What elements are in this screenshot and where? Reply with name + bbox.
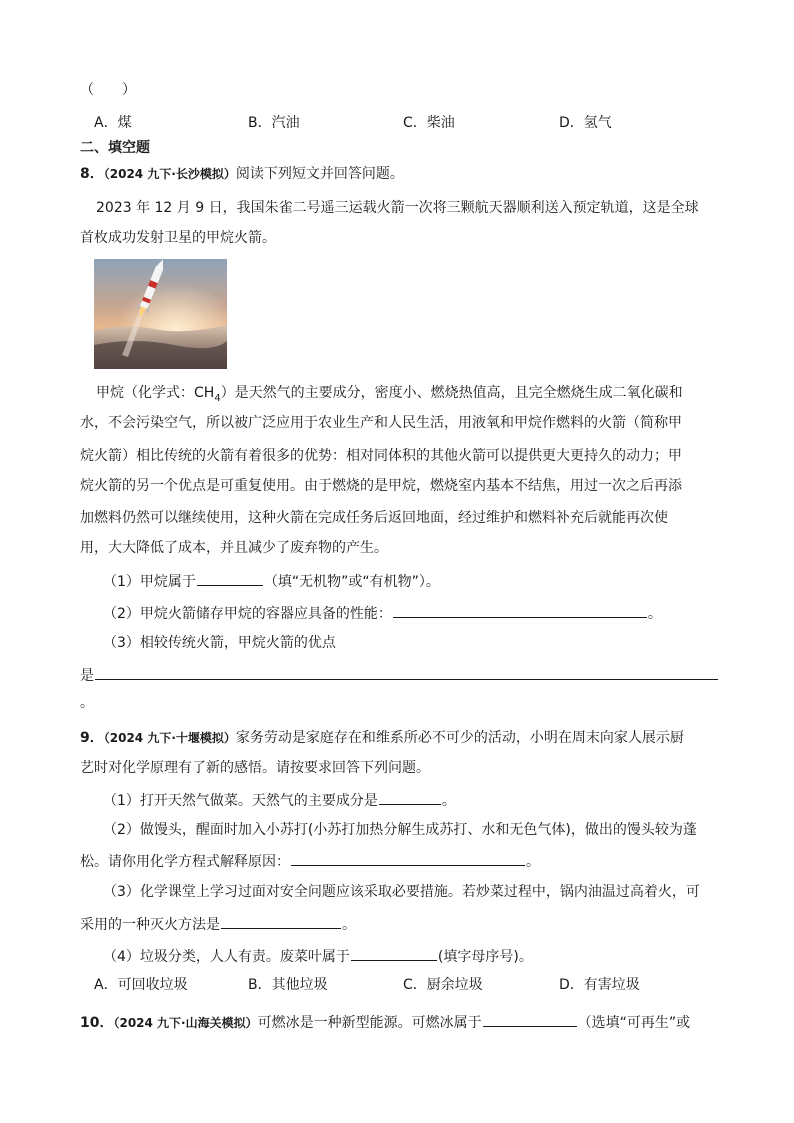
q10-number: 10． <box>80 1015 114 1031</box>
q7-option-c: C．柴油 <box>403 115 455 131</box>
q8-number: 8． <box>80 166 104 182</box>
q8-stem: 阅读下列短文并回答问题。 <box>235 166 404 182</box>
q9-option-a: A．可回收垃圾 <box>94 977 188 993</box>
q9-header <box>80 728 684 748</box>
q8-sub3-end: 。 <box>80 695 94 711</box>
q8-sub3-line1: （3）相较传统火箭，甲烷火箭的优点 <box>103 635 336 651</box>
q10-source: （2024 九下·山海关模拟） <box>113 1016 258 1030</box>
q9-sub3-text: 采用的一种灭火方法是 <box>80 917 220 933</box>
q9-sub1-text: （1）打开天然气做菜。天然气的主要成分是 <box>103 793 378 809</box>
q8-passage2-line2: 水，不会污染空气，所以被广泛应用于农业生产和人民生活，用液氧和甲烷作燃料的火箭（简称甲 <box>80 415 682 431</box>
q8-sub1-text: （1）甲烷属于 <box>103 574 196 590</box>
q9-stem-line1: 家务劳动是家庭存在和维系所必不可少的活动，小明在周末向家人展示厨 <box>235 730 684 746</box>
q9-sub3-line2 <box>80 913 356 935</box>
section-title: 二、填空题 <box>80 140 150 156</box>
q8-sub3-text: 是 <box>80 668 94 684</box>
q10-answer-blank[interactable] <box>483 1011 577 1027</box>
q8-sub1 <box>103 570 440 592</box>
q9-source: （2024 九下·十堰模拟） <box>103 731 236 745</box>
q8-passage2-line4: 烷火箭的另一个优点是可重复使用。由于燃烧的是甲烷，燃烧室内基本不结焦，用过一次之后再添 <box>80 478 682 494</box>
q8-passage2-line6: 用，大大降低了成本，并且减少了废弃物的产生。 <box>80 540 388 556</box>
q10-stem-hint: （选填“可再生”或 <box>577 1015 691 1031</box>
q8-sub2-answer-blank[interactable] <box>393 602 647 618</box>
q9-option-b: B．其他垃圾 <box>248 977 328 993</box>
q9-sub1 <box>103 789 456 811</box>
q9-sub4 <box>103 945 533 967</box>
q9-sub4-text: （4）垃圾分类，人人有责。废菜叶属于 <box>103 949 350 965</box>
q9-sub3-answer-blank[interactable] <box>221 913 341 929</box>
q8-sub2-end: 。 <box>647 606 662 622</box>
q9-stem-line2: 艺时对化学原理有了新的感悟。请按要求回答下列问题。 <box>80 760 430 776</box>
q8-passage2-text-a: 甲烷（化学式：CH <box>96 385 215 401</box>
q8-passage2-line3: 烷火箭）相比传统的火箭有着很多的优势：相对同体积的其他火箭可以提供更大更持久的动力；甲 <box>80 448 682 464</box>
q9-sub1-end: 。 <box>441 793 456 809</box>
q8-sub2 <box>103 602 662 624</box>
q9-option-d: D．有害垃圾 <box>559 977 640 993</box>
q8-sub1-hint: （填“无机物”或“有机物”）。 <box>263 574 440 590</box>
q7-option-a: A．煤 <box>94 115 132 131</box>
q8-source: （2024 九下·长沙模拟） <box>103 167 236 181</box>
q9-sub3-line1: （3）化学课堂上学习过面对安全问题应该采取必要措施。若炒菜过程中，锅内油温过高着火，可 <box>103 884 700 900</box>
q8-formula-subscript: 4 <box>214 392 221 404</box>
q8-sub3-line2 <box>80 664 719 686</box>
q10-stem-text: 可燃冰是一种新型能源。可燃冰属于 <box>257 1015 482 1031</box>
q8-sub2-text: （2）甲烷火箭储存甲烷的容器应具备的性能： <box>103 606 392 622</box>
q9-sub2-line2 <box>80 850 540 872</box>
q9-option-c: C．厨余垃圾 <box>403 977 483 993</box>
q8-sub1-answer-blank[interactable] <box>197 570 263 586</box>
q9-sub2-text: 松。请你用化学方程式解释原因： <box>80 854 290 870</box>
q8-passage2-text-b: ）是天然气的主要成分，密度小、燃烧热值高，且完全燃烧生成二氧化碳和 <box>220 385 683 401</box>
q9-sub4-hint: (填字母序号)。 <box>437 949 533 965</box>
q8-passage1-line1: 2023 年 12 月 9 日，我国朱雀二号遥三运载火箭一次将三颗航天器顺利送入预定轨道，这是全球 <box>96 200 699 216</box>
q8-sub3-answer-blank[interactable] <box>95 664 718 680</box>
q9-sub1-answer-blank[interactable] <box>379 789 441 805</box>
q10-header <box>80 1011 690 1033</box>
q9-sub2-line1: （2）做馒头，醒面时加入小苏打(小苏打加热分解生成苏打、水和无色气体)，做出的馒头较为蓬 <box>103 822 697 838</box>
q8-header <box>80 164 404 184</box>
rocket-launch-image <box>94 259 227 369</box>
q8-passage2-line1 <box>96 383 683 409</box>
q7-option-d: D．氢气 <box>559 115 612 131</box>
q9-sub3-end: 。 <box>342 917 356 933</box>
q7-answer-paren: （ ） <box>80 82 136 98</box>
q9-sub2-answer-blank[interactable] <box>291 850 525 866</box>
q9-sub4-answer-blank[interactable] <box>351 945 437 961</box>
q9-number: 9． <box>80 730 104 746</box>
q8-passage2-line5: 加燃料仍然可以继续使用，这种火箭在完成任务后返回地面，经过维护和燃料补充后就能再次使 <box>80 510 668 526</box>
q7-option-b: B．汽油 <box>248 115 300 131</box>
rocket-launch-illustration <box>94 259 227 369</box>
q9-sub2-end: 。 <box>526 854 540 870</box>
q8-passage1-line2: 首枚成功发射卫星的甲烷火箭。 <box>80 230 276 246</box>
